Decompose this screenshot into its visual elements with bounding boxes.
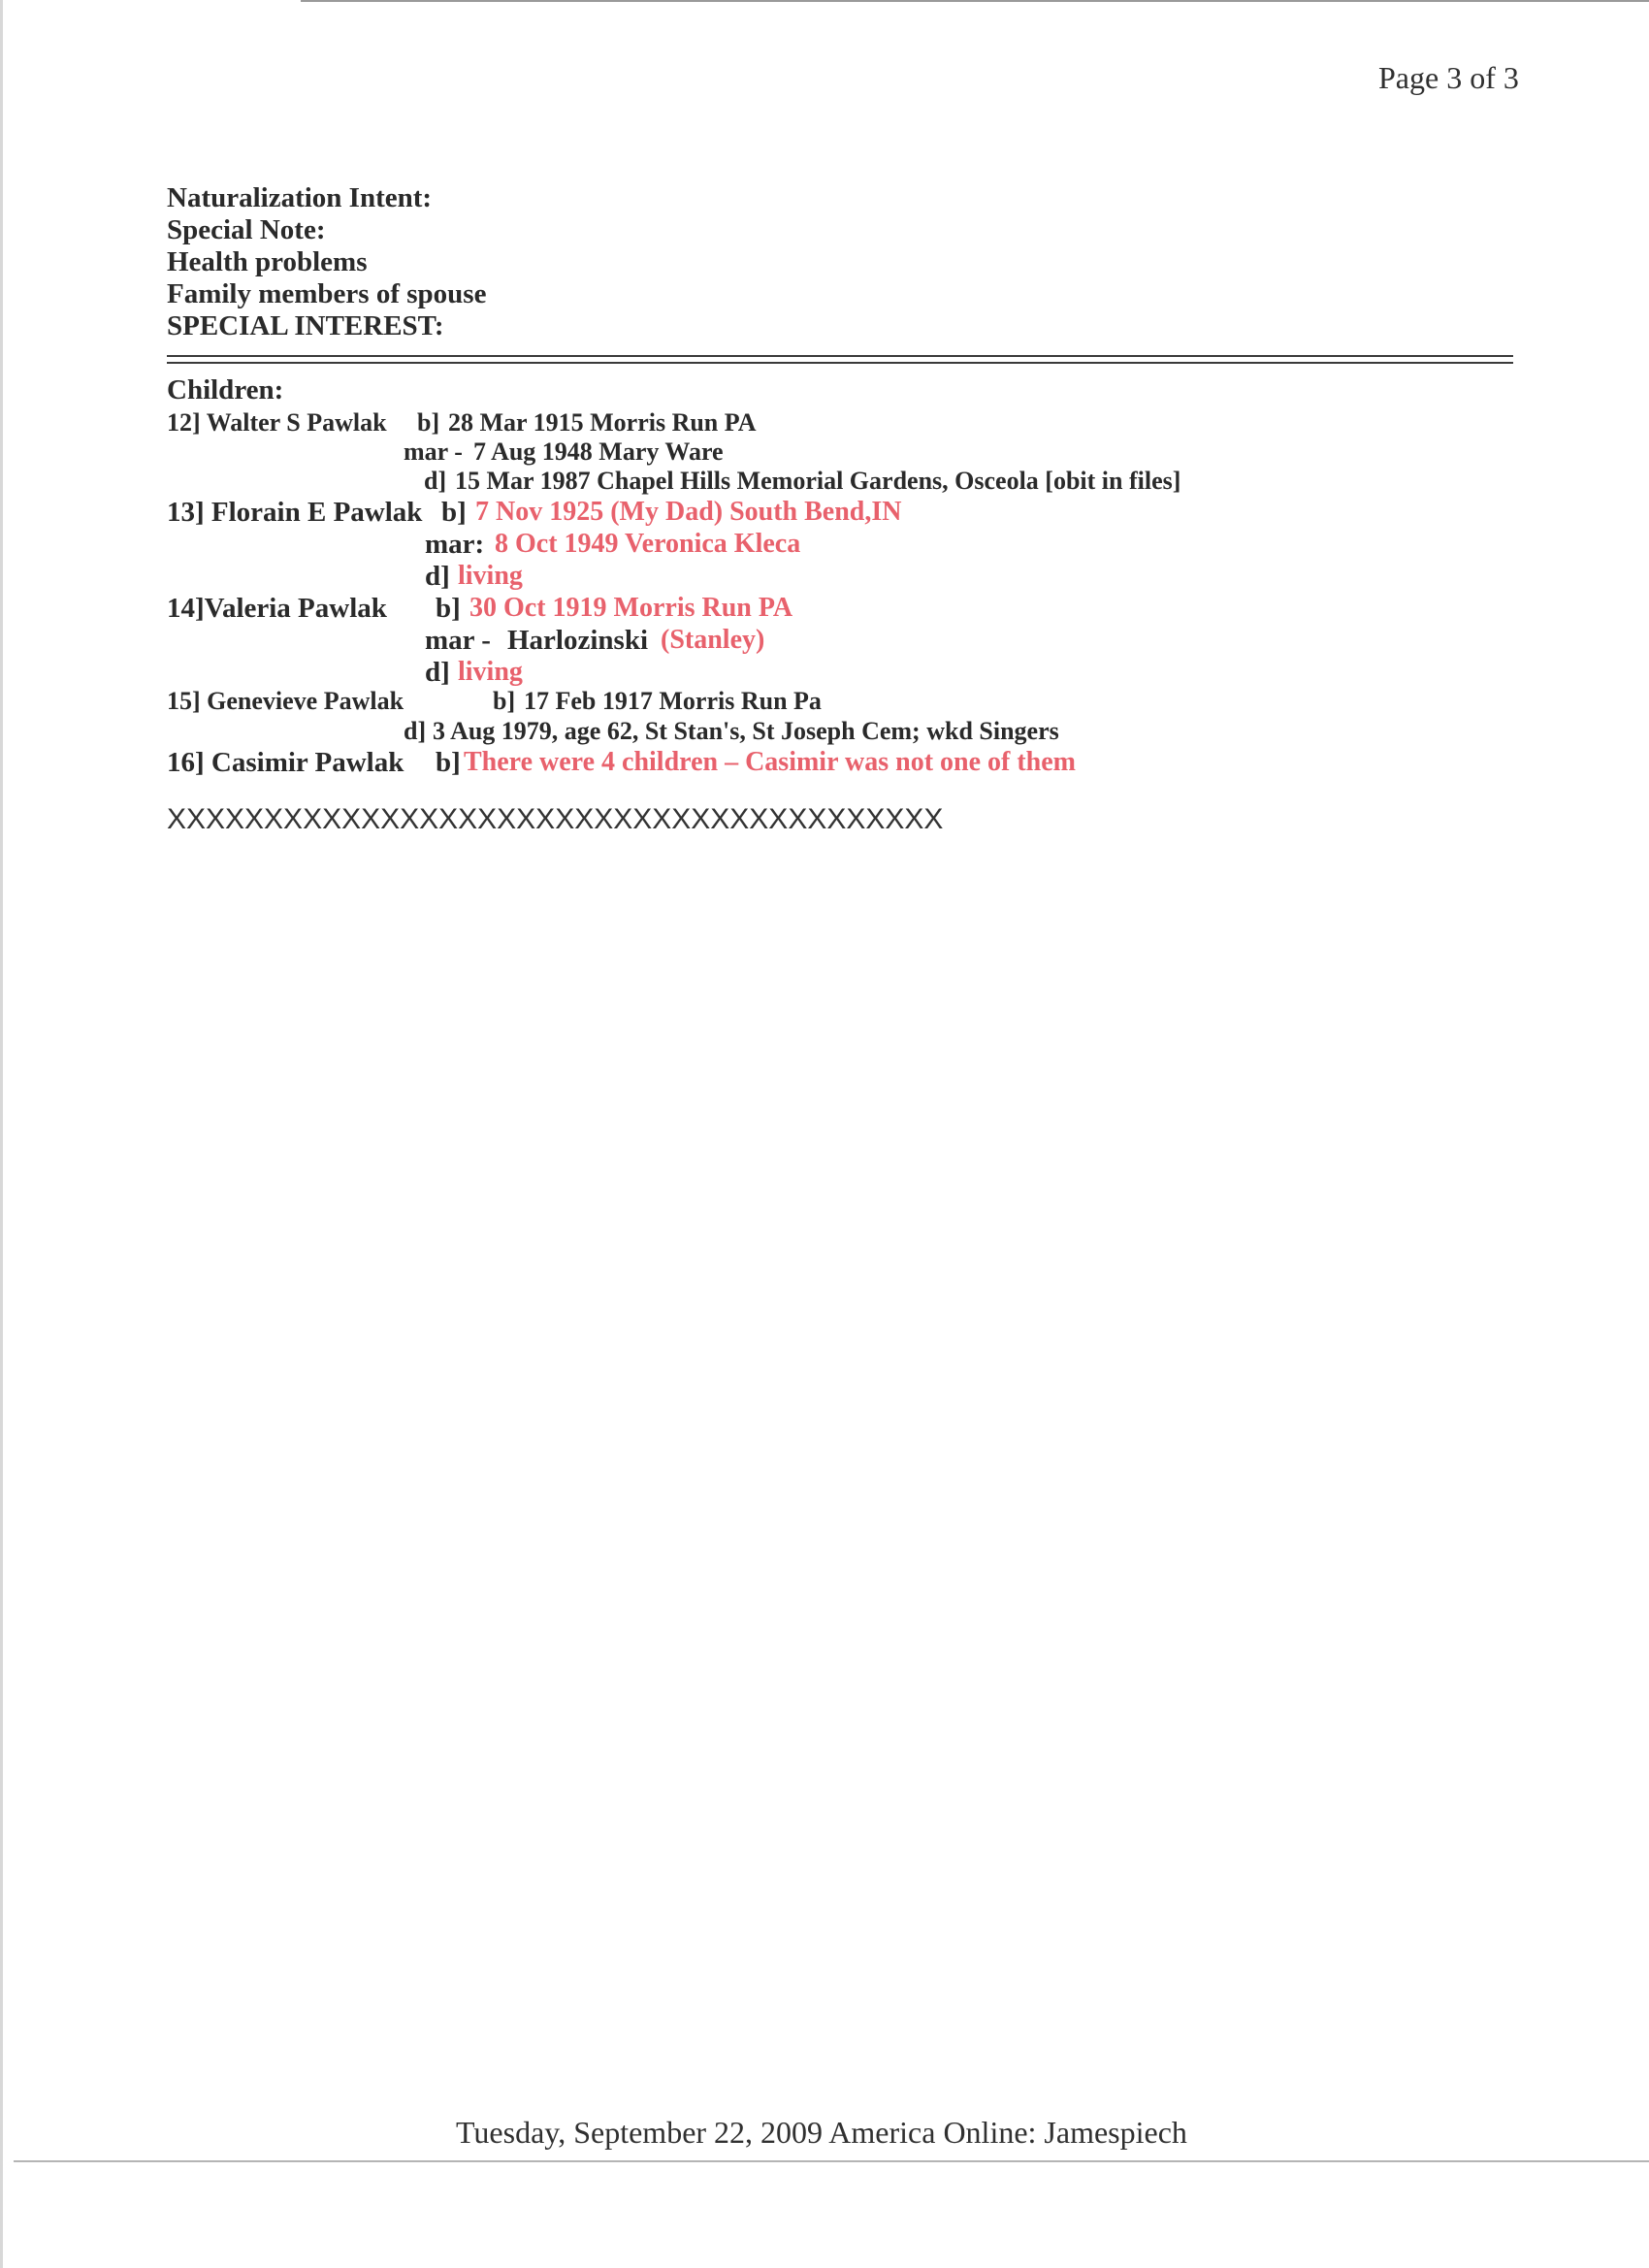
scan-left-edge <box>0 0 3 2268</box>
child-12-marriage-label: mar - <box>404 437 463 466</box>
child-12-birth-label: b] <box>417 408 440 437</box>
child-14-name: 14]Valeria Pawlak <box>167 593 387 624</box>
child-16-birth: There were 4 children – Casimir was not one of them <box>464 747 1076 777</box>
child-14-marriage: Harlozinski <box>507 625 649 656</box>
page-number: Page 3 of 3 <box>1378 60 1519 95</box>
x-separator-line: XXXXXXXXXXXXXXXXXXXXXXXXXXXXXXXXXXXXXXXX <box>167 803 944 835</box>
child-15-birth: 17 Feb 1917 Morris Run Pa <box>524 687 822 715</box>
scan-top-edge <box>301 0 1649 2</box>
field-special-note: Special Note: <box>167 214 326 245</box>
child-14-spouse-note: (Stanley) <box>661 625 765 655</box>
child-13-marriage: 8 Oct 1949 Veronica Kleca <box>495 529 801 559</box>
child-13-death: living <box>458 561 523 591</box>
child-13-death-label: d] <box>425 561 450 592</box>
child-14-birth: 30 Oct 1919 Morris Run PA <box>469 593 793 623</box>
field-family-members-of-spouse: Family members of spouse <box>167 278 487 309</box>
child-12-death: 15 Mar 1987 Chapel Hills Memorial Gardens, Osceola [obit in files] <box>455 467 1181 495</box>
child-15-birth-label: b] <box>493 687 516 715</box>
child-15-death-label: d] <box>404 717 427 745</box>
child-13-name: 13] Florain E Pawlak <box>167 497 423 528</box>
page-footer: Tuesday, September 22, 2009 America Online: Jamespiech <box>456 2115 1187 2150</box>
child-14-death: living <box>458 657 523 687</box>
child-13-birth: 7 Nov 1925 (My Dad) South Bend,IN <box>475 497 902 527</box>
child-12-birth: 28 Mar 1915 Morris Run PA <box>448 408 757 437</box>
field-naturalization-intent: Naturalization Intent: <box>167 182 433 213</box>
child-15-death: 3 Aug 1979, age 62, St Stan's, St Joseph Cem; wkd Singers <box>433 717 1059 745</box>
children-heading: Children: <box>167 374 284 405</box>
field-special-interest: SPECIAL INTEREST: <box>167 310 444 341</box>
child-16-name: 16] Casimir Pawlak <box>167 747 404 778</box>
child-13-birth-label: b] <box>441 497 467 528</box>
scan-bottom-edge <box>14 2160 1649 2162</box>
child-14-birth-label: b] <box>436 593 461 624</box>
double-rule-divider <box>167 355 1513 364</box>
child-15-name: 15] Genevieve Pawlak <box>167 687 404 715</box>
child-12-death-label: d] <box>424 467 447 495</box>
child-13-marriage-label: mar: <box>425 529 485 560</box>
child-16-birth-label: b] <box>436 747 461 778</box>
child-14-death-label: d] <box>425 657 450 688</box>
field-health-problems: Health problems <box>167 246 368 277</box>
child-12-marriage: 7 Aug 1948 Mary Ware <box>473 437 724 466</box>
child-12-name: 12] Walter S Pawlak <box>167 408 387 437</box>
child-14-marriage-label: mar - <box>425 625 491 656</box>
